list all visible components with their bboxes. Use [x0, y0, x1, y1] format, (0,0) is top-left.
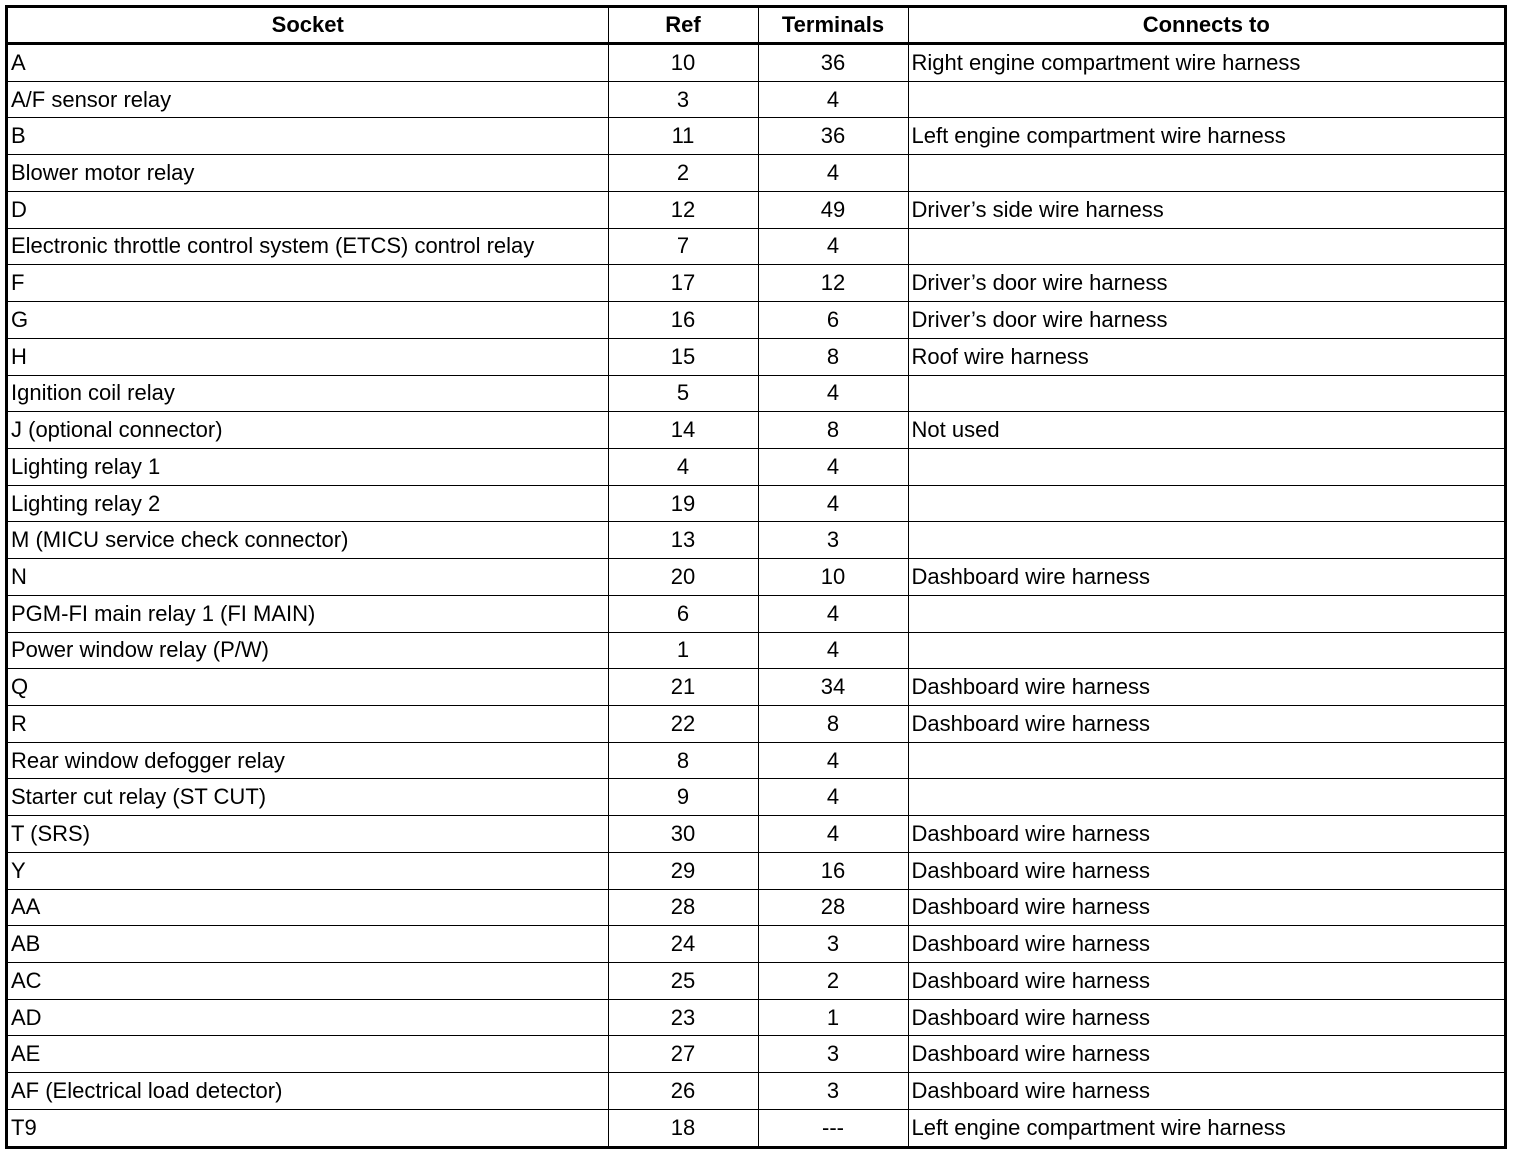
table-row: [8, 228, 1504, 265]
cell-socket: AC: [8, 963, 608, 1000]
cell-terminals: 8: [758, 338, 908, 375]
cell-socket: Power window relay (P/W): [8, 632, 608, 669]
cell-socket: B: [8, 118, 608, 155]
cell-terminals: 4: [758, 485, 908, 522]
cell-socket: M (MICU service check connector): [8, 522, 608, 559]
cell-terminals: 4: [758, 448, 908, 485]
cell-socket: Rear window defogger relay: [8, 742, 608, 779]
table-row: [8, 852, 1504, 889]
cell-socket: G: [8, 302, 608, 339]
table-row: [8, 595, 1504, 632]
header-terminals: Terminals: [758, 8, 908, 44]
cell-terminals: 8: [758, 412, 908, 449]
cell-ref: 1: [608, 632, 758, 669]
cell-ref: 10: [608, 44, 758, 82]
cell-ref: 7: [608, 228, 758, 265]
header-row: [8, 8, 1504, 44]
cell-ref: 5: [608, 375, 758, 412]
cell-ref: 17: [608, 265, 758, 302]
cell-ref: 14: [608, 412, 758, 449]
cell-socket: N: [8, 559, 608, 596]
cell-terminals: ---: [758, 1109, 908, 1146]
cell-connects-to: [908, 155, 1504, 192]
cell-socket: D: [8, 191, 608, 228]
cell-socket: AF (Electrical load detector): [8, 1073, 608, 1110]
table-row: [8, 963, 1504, 1000]
cell-connects-to: Dashboard wire harness: [908, 1036, 1504, 1073]
cell-socket: Starter cut relay (ST CUT): [8, 779, 608, 816]
cell-connects-to: Driver’s side wire harness: [908, 191, 1504, 228]
cell-ref: 23: [608, 999, 758, 1036]
header-socket: Socket: [8, 8, 608, 44]
cell-socket: Lighting relay 1: [8, 448, 608, 485]
cell-connects-to: Driver’s door wire harness: [908, 302, 1504, 339]
cell-socket: Electronic throttle control system (ETCS) control relay: [8, 228, 608, 265]
cell-connects-to: Left engine compartment wire harness: [908, 118, 1504, 155]
cell-socket: Blower motor relay: [8, 155, 608, 192]
cell-connects-to: Dashboard wire harness: [908, 559, 1504, 596]
table-body: [8, 44, 1504, 1147]
cell-ref: 21: [608, 669, 758, 706]
table-row: [8, 742, 1504, 779]
table-row: [8, 191, 1504, 228]
cell-terminals: 4: [758, 81, 908, 118]
table-row: [8, 632, 1504, 669]
table-row: [8, 816, 1504, 853]
cell-socket: AD: [8, 999, 608, 1036]
cell-socket: H: [8, 338, 608, 375]
cell-terminals: 3: [758, 522, 908, 559]
socket-table: [8, 8, 1504, 1146]
cell-ref: 20: [608, 559, 758, 596]
cell-connects-to: Dashboard wire harness: [908, 669, 1504, 706]
cell-ref: 3: [608, 81, 758, 118]
cell-ref: 12: [608, 191, 758, 228]
cell-ref: 18: [608, 1109, 758, 1146]
cell-connects-to: Roof wire harness: [908, 338, 1504, 375]
cell-terminals: 10: [758, 559, 908, 596]
cell-ref: 22: [608, 705, 758, 742]
cell-ref: 30: [608, 816, 758, 853]
table-row: [8, 999, 1504, 1036]
cell-socket: Q: [8, 669, 608, 706]
cell-ref: 16: [608, 302, 758, 339]
cell-socket: F: [8, 265, 608, 302]
table-row: [8, 669, 1504, 706]
table-row: [8, 412, 1504, 449]
cell-terminals: 16: [758, 852, 908, 889]
table-row: [8, 705, 1504, 742]
table-row: [8, 522, 1504, 559]
cell-terminals: 4: [758, 228, 908, 265]
cell-connects-to: Right engine compartment wire harness: [908, 44, 1504, 82]
cell-ref: 27: [608, 1036, 758, 1073]
table-row: [8, 1036, 1504, 1073]
cell-connects-to: [908, 375, 1504, 412]
cell-connects-to: Dashboard wire harness: [908, 705, 1504, 742]
cell-terminals: 8: [758, 705, 908, 742]
table-row: [8, 81, 1504, 118]
cell-terminals: 2: [758, 963, 908, 1000]
table-row: [8, 375, 1504, 412]
cell-terminals: 1: [758, 999, 908, 1036]
header-ref: Ref: [608, 8, 758, 44]
cell-terminals: 49: [758, 191, 908, 228]
cell-connects-to: Dashboard wire harness: [908, 1073, 1504, 1110]
cell-terminals: 4: [758, 779, 908, 816]
cell-connects-to: Dashboard wire harness: [908, 999, 1504, 1036]
cell-connects-to: [908, 448, 1504, 485]
table-row: [8, 889, 1504, 926]
cell-socket: A: [8, 44, 608, 82]
cell-connects-to: Dashboard wire harness: [908, 963, 1504, 1000]
cell-socket: Ignition coil relay: [8, 375, 608, 412]
cell-connects-to: Dashboard wire harness: [908, 852, 1504, 889]
cell-connects-to: [908, 81, 1504, 118]
table-row: [8, 302, 1504, 339]
cell-ref: 11: [608, 118, 758, 155]
cell-connects-to: Dashboard wire harness: [908, 816, 1504, 853]
cell-connects-to: [908, 632, 1504, 669]
cell-terminals: 36: [758, 118, 908, 155]
cell-terminals: 4: [758, 155, 908, 192]
table-row: [8, 485, 1504, 522]
cell-terminals: 4: [758, 742, 908, 779]
cell-terminals: 34: [758, 669, 908, 706]
cell-ref: 19: [608, 485, 758, 522]
cell-terminals: 28: [758, 889, 908, 926]
table-row: [8, 118, 1504, 155]
cell-terminals: 4: [758, 632, 908, 669]
table-row: [8, 155, 1504, 192]
cell-terminals: 3: [758, 926, 908, 963]
table-row: [8, 44, 1504, 82]
table-row: [8, 1109, 1504, 1146]
cell-socket: A/F sensor relay: [8, 81, 608, 118]
table-header: [8, 8, 1504, 44]
cell-socket: Y: [8, 852, 608, 889]
cell-ref: 15: [608, 338, 758, 375]
cell-terminals: 3: [758, 1036, 908, 1073]
cell-terminals: 3: [758, 1073, 908, 1110]
cell-ref: 24: [608, 926, 758, 963]
table-row: [8, 779, 1504, 816]
table-row: [8, 265, 1504, 302]
cell-socket: J (optional connector): [8, 412, 608, 449]
cell-ref: 25: [608, 963, 758, 1000]
cell-ref: 2: [608, 155, 758, 192]
cell-terminals: 6: [758, 302, 908, 339]
cell-socket: AA: [8, 889, 608, 926]
table-row: [8, 448, 1504, 485]
cell-ref: 9: [608, 779, 758, 816]
cell-connects-to: Left engine compartment wire harness: [908, 1109, 1504, 1146]
cell-socket: Lighting relay 2: [8, 485, 608, 522]
cell-connects-to: Dashboard wire harness: [908, 926, 1504, 963]
socket-table-frame: [5, 5, 1507, 1149]
cell-ref: 8: [608, 742, 758, 779]
cell-ref: 28: [608, 889, 758, 926]
cell-terminals: 4: [758, 595, 908, 632]
cell-connects-to: [908, 595, 1504, 632]
cell-terminals: 12: [758, 265, 908, 302]
cell-connects-to: [908, 779, 1504, 816]
cell-terminals: 4: [758, 375, 908, 412]
cell-connects-to: Dashboard wire harness: [908, 889, 1504, 926]
table-row: [8, 1073, 1504, 1110]
cell-socket: T9: [8, 1109, 608, 1146]
cell-ref: 29: [608, 852, 758, 889]
cell-terminals: 36: [758, 44, 908, 82]
cell-socket: AE: [8, 1036, 608, 1073]
cell-connects-to: [908, 522, 1504, 559]
table-row: [8, 926, 1504, 963]
cell-ref: 13: [608, 522, 758, 559]
cell-socket: R: [8, 705, 608, 742]
cell-connects-to: Driver’s door wire harness: [908, 265, 1504, 302]
table-row: [8, 559, 1504, 596]
cell-connects-to: [908, 742, 1504, 779]
cell-socket: T (SRS): [8, 816, 608, 853]
cell-connects-to: [908, 228, 1504, 265]
header-connects-to: Connects to: [908, 8, 1504, 44]
cell-connects-to: Not used: [908, 412, 1504, 449]
cell-ref: 6: [608, 595, 758, 632]
cell-socket: AB: [8, 926, 608, 963]
cell-connects-to: [908, 485, 1504, 522]
table-row: [8, 338, 1504, 375]
cell-terminals: 4: [758, 816, 908, 853]
cell-ref: 26: [608, 1073, 758, 1110]
cell-socket: PGM-FI main relay 1 (FI MAIN): [8, 595, 608, 632]
cell-ref: 4: [608, 448, 758, 485]
